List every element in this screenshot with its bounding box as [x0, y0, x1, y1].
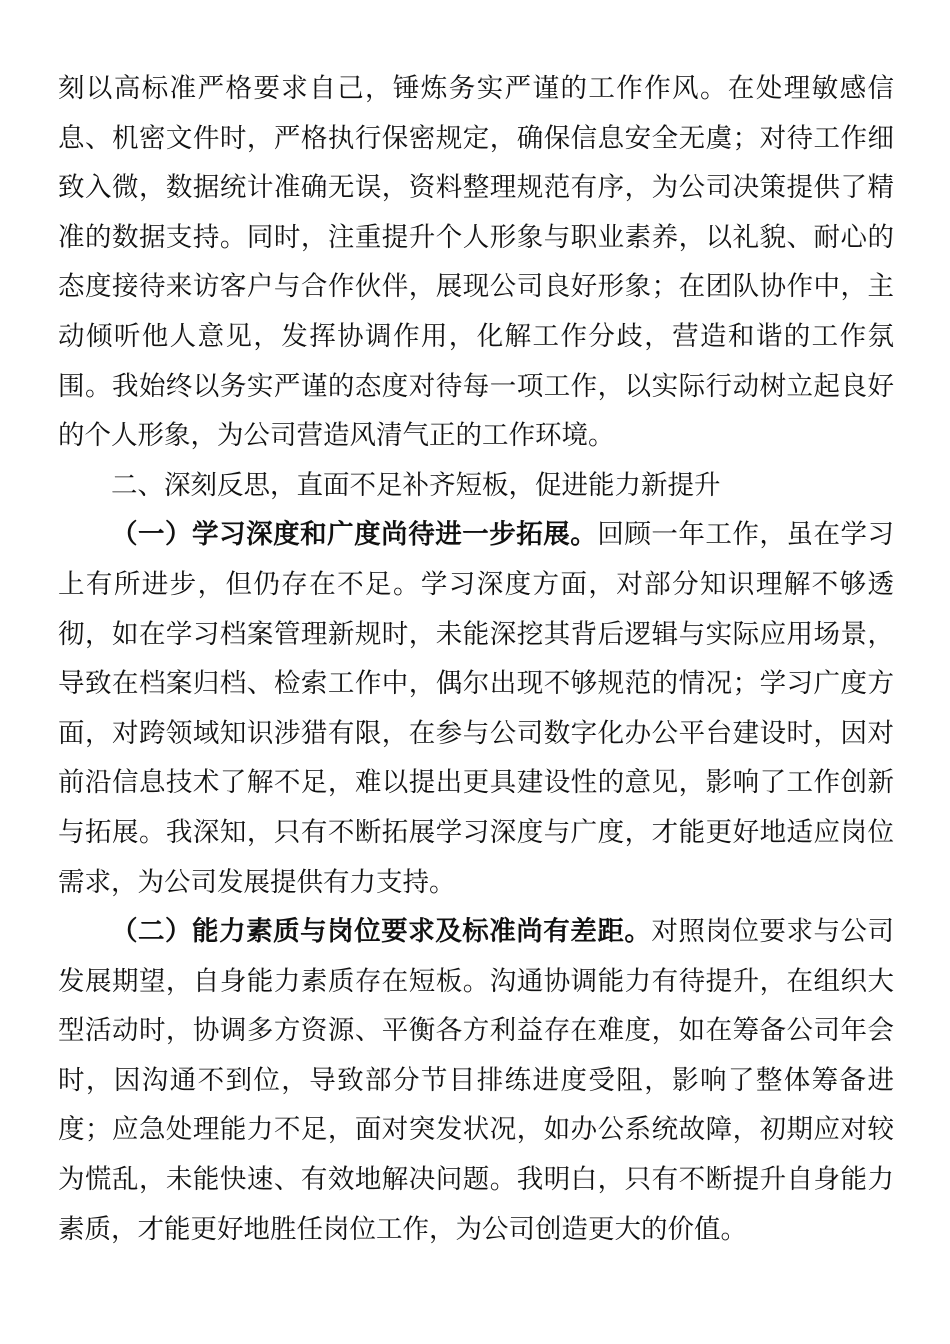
subsection-heading-study: （一）学习深度和广度尚待进一步拓展。 [111, 519, 598, 551]
subsection-body-study: 回顾一年工作，虽在学习上有所进步，但仍存在不足。学习深度方面，对部分知识理解不够透彻，如在学习档案管理新规时，未能深挖其背后逻辑与实际应用场景，导致在档案归档、检索工作中，偶尔出现不够规范的情况；学习广度方面，对跨领域知识涉猎有限，在参与公司数字化办公平台建设时，因对前沿信息技术了解不足，难以提出更具建设性的意见，影响了工作创新与拓展。我深知，只有不断拓展学习深度与广度，才能更好地适应岗位需求，为公司发展提供有力支持。 [58, 519, 895, 898]
section-heading: 二、深刻反思，直面不足补齐短板，促进能力新提升 [111, 469, 721, 501]
body-paragraph-study [58, 510, 894, 907]
subsection-heading-ability: （二）能力素质与岗位要求及标准尚有差距。 [111, 916, 652, 948]
subsection-body-ability: 对照岗位要求与公司发展期望，自身能力素质存在短板。沟通协调能力有待提升，在组织大型活动时，协调多方资源、平衡各方利益存在难度，如在筹备公司年会时，因沟通不到位，导致部分节目排练进度受阻，影响了整体筹备进度；应急处理能力不足，面对突发状况，如办公系统故障，初期应对较为慌乱，未能快速、有效地解决问题。我明白，只有不断提升自身能力素质，才能更好地胜任岗位工作，为公司创造更大的价值。 [58, 916, 895, 1245]
document-page [58, 64, 894, 1254]
body-paragraph-ability [58, 907, 894, 1254]
body-paragraph-continued: 刻以高标准严格要求自己，锤炼务实严谨的工作作风。在处理敏感信息、机密文件时，严格执行保密规定，确保信息安全无虞；对待工作细致入微，数据统计准确无误，资料整理规范有序，为公司决策提供了精准的数据支持。同时，注重提升个人形象与职业素养，以礼貌、耐心的态度接待来访客户与合作伙伴，展现公司良好形象；在团队协作中，主动倾听他人意见，发挥协调作用，化解工作分歧，营造和谐的工作氛围。我始终以务实严谨的态度对待每一项工作，以实际行动树立起良好的个人形象，为公司营造风清气正的工作环境。 [58, 73, 894, 452]
